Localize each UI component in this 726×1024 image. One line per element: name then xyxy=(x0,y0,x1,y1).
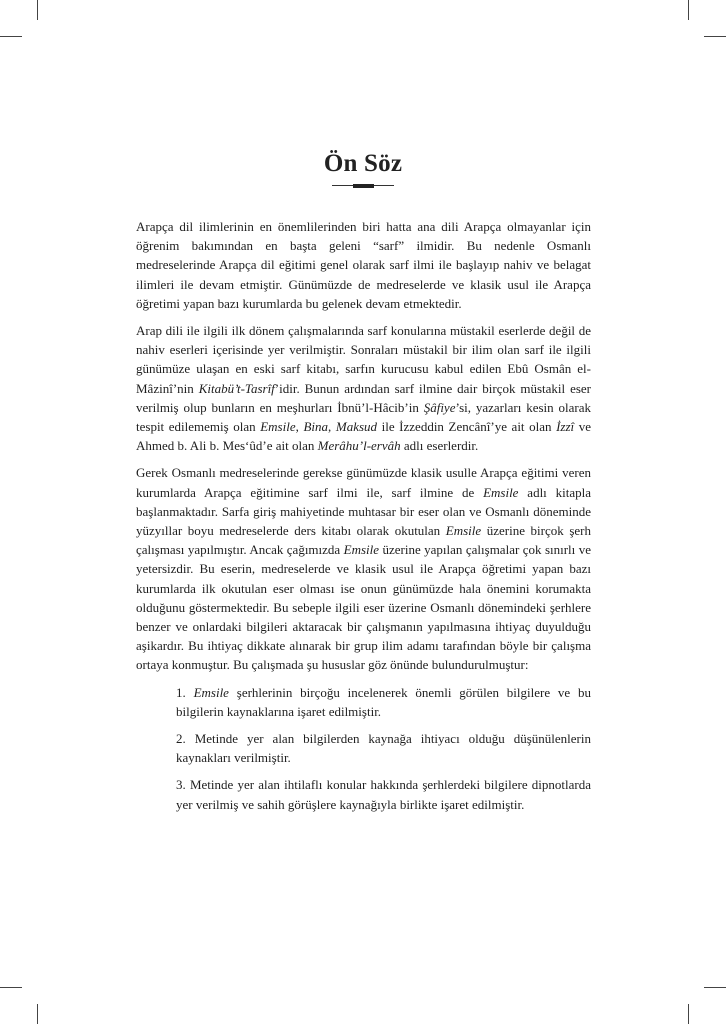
crop-mark-right-top xyxy=(704,36,726,37)
crop-mark-left-top xyxy=(0,36,22,37)
crop-mark-bottom-right xyxy=(688,1004,689,1024)
paragraph xyxy=(136,217,591,313)
text-run: üzerine birçok şerh çalışması yapılmıştır. Ancak çağımızda xyxy=(136,523,592,558)
numbered-list xyxy=(136,683,591,814)
italic-term: Bina xyxy=(303,419,329,435)
text-run: Arapça dil ilimlerinin en önemlilerinden biri hatta ana dili Arapça olmayanlar için öğrenim bakımından en başta geleni “sarf” ilmidir. Bu nedenle Osmanlı medreselerinde Arapça dil eğitimi genel olarak sarf ilmi ile başlayıp nahiv ve belagat ilimleri ile devam etmiştir. Günümüzde de medreselerde ve klasik usul ile Arapça öğretimi yapan bazı kurumlarda bu gelenek devam etmektedir. xyxy=(136,219,591,311)
text-run: üzerine yapılan çalışmalar çok sınırlı ve yetersizdir. Bu eserin, medreselerde ve klasik usul ile Arapça öğretimi yapan bazı kurumlarda ilk okutulan eser olması ise onun günümüzde hala önemini korumakta olduğunu göstermektedir. Bu sebeple ilgili eser üzerine Osmanlı dönemindeki şerhlere benzer ve onlardaki bilgileri aktaracak bir çalışmanın yapılmasına ihtiyaç duyulduğu aşikardır. Bu ihtiyaç dikkate alınarak bir grup ilim adamı tarafından böyle bir çalışma ortaya konmuştur. Bu çalışmada şu hususlar göz önünde bulundurulmuştur: xyxy=(136,542,591,673)
text-run: 1. xyxy=(176,684,194,700)
text-run: ’si, yazarları kesin olarak tespit edilememiş olan xyxy=(136,399,591,435)
text-run: 2. Metinde yer alan bilgilerden kaynağa ihtiyacı olduğu düşünülenlerin kaynakları verilmiştir. xyxy=(176,731,591,766)
crop-mark-bottom-left xyxy=(37,1004,38,1024)
italic-term: Emsile xyxy=(445,523,482,539)
text-run: ’idir. Bunun ardından sarf ilmine dair birçok müstakil eser verilmiş olup bunların en meşhurları İbnü’l-Hâcib’in xyxy=(136,380,591,415)
italic-term: Emsile xyxy=(483,484,519,500)
italic-term: Emsile xyxy=(260,419,296,435)
text-run: , xyxy=(328,419,336,435)
page-title: Ön Söz xyxy=(323,150,403,177)
italic-term: Maksud xyxy=(335,419,378,435)
italic-term: Emsile xyxy=(193,684,229,700)
italic-term: Şâfiye xyxy=(423,399,456,415)
text-run: Arap dili ile ilgili ilk dönem çalışmalarında sarf konularına müstakil eserlerde değil de nahiv eserleri içerisinde yer verilmiştir. Sonraları müstakil bir ilim olan sarf ile ilgili günümüze ulaşan en eski sarf kitabı, sarfın kurucusu kabul edilen Ebû Osmân el-Mâzinî’nin xyxy=(136,323,591,396)
italic-term: Merâhu’l-ervâh xyxy=(317,438,401,454)
title-ornament xyxy=(353,184,374,188)
paragraph xyxy=(136,321,591,455)
text-run: adlı eserlerdir. xyxy=(400,438,479,454)
list-item xyxy=(176,775,591,813)
italic-term: İzzî xyxy=(556,419,575,435)
italic-term: Emsile xyxy=(343,542,380,558)
italic-term: Kitabü’t-Tasrîf xyxy=(198,380,275,396)
body-text xyxy=(136,217,591,822)
crop-mark-right-bottom xyxy=(704,987,726,988)
text-run: ve Ahmed b. Ali b. Mes‘ûd’e ait olan xyxy=(136,419,592,454)
crop-mark-left-bottom xyxy=(0,987,22,988)
list-item xyxy=(176,729,591,767)
text-run: adlı kitapla başlanmaktadır. Sarfa giriş mahiyetinde muhtasar bir eser olan ve Osmanlı döneminde yüzyıllar boyu medreselerde ders kitabı olarak okutulan xyxy=(136,484,592,539)
text-run: Gerek Osmanlı medreselerinde gerekse günümüzde klasik usulle Arapça eğitimi veren kurumlarda Arapça eğitimine sarf ilmi ile, sarf ilmine de xyxy=(136,465,591,500)
crop-mark-top-left xyxy=(37,0,38,20)
crop-mark-top-right xyxy=(688,0,689,20)
text-run: şerhlerinin birçoğu incelenerek önemli görülen bilgilere ve bu bilgilerin kaynaklarına işaret edilmiştir. xyxy=(176,684,592,719)
text-run: ile İzzeddin Zencânî’ye ait olan xyxy=(377,419,557,435)
paragraph xyxy=(136,463,591,674)
text-run: 3. Metinde yer alan ihtilaflı konular hakkında şerhlerdeki bilgilere dipnotlarda yer verilmiş ve sahih görüşlere kaynağıyla birlikte işaret edilmiştir. xyxy=(176,777,591,812)
text-run: , xyxy=(295,419,304,435)
list-item xyxy=(176,683,591,721)
